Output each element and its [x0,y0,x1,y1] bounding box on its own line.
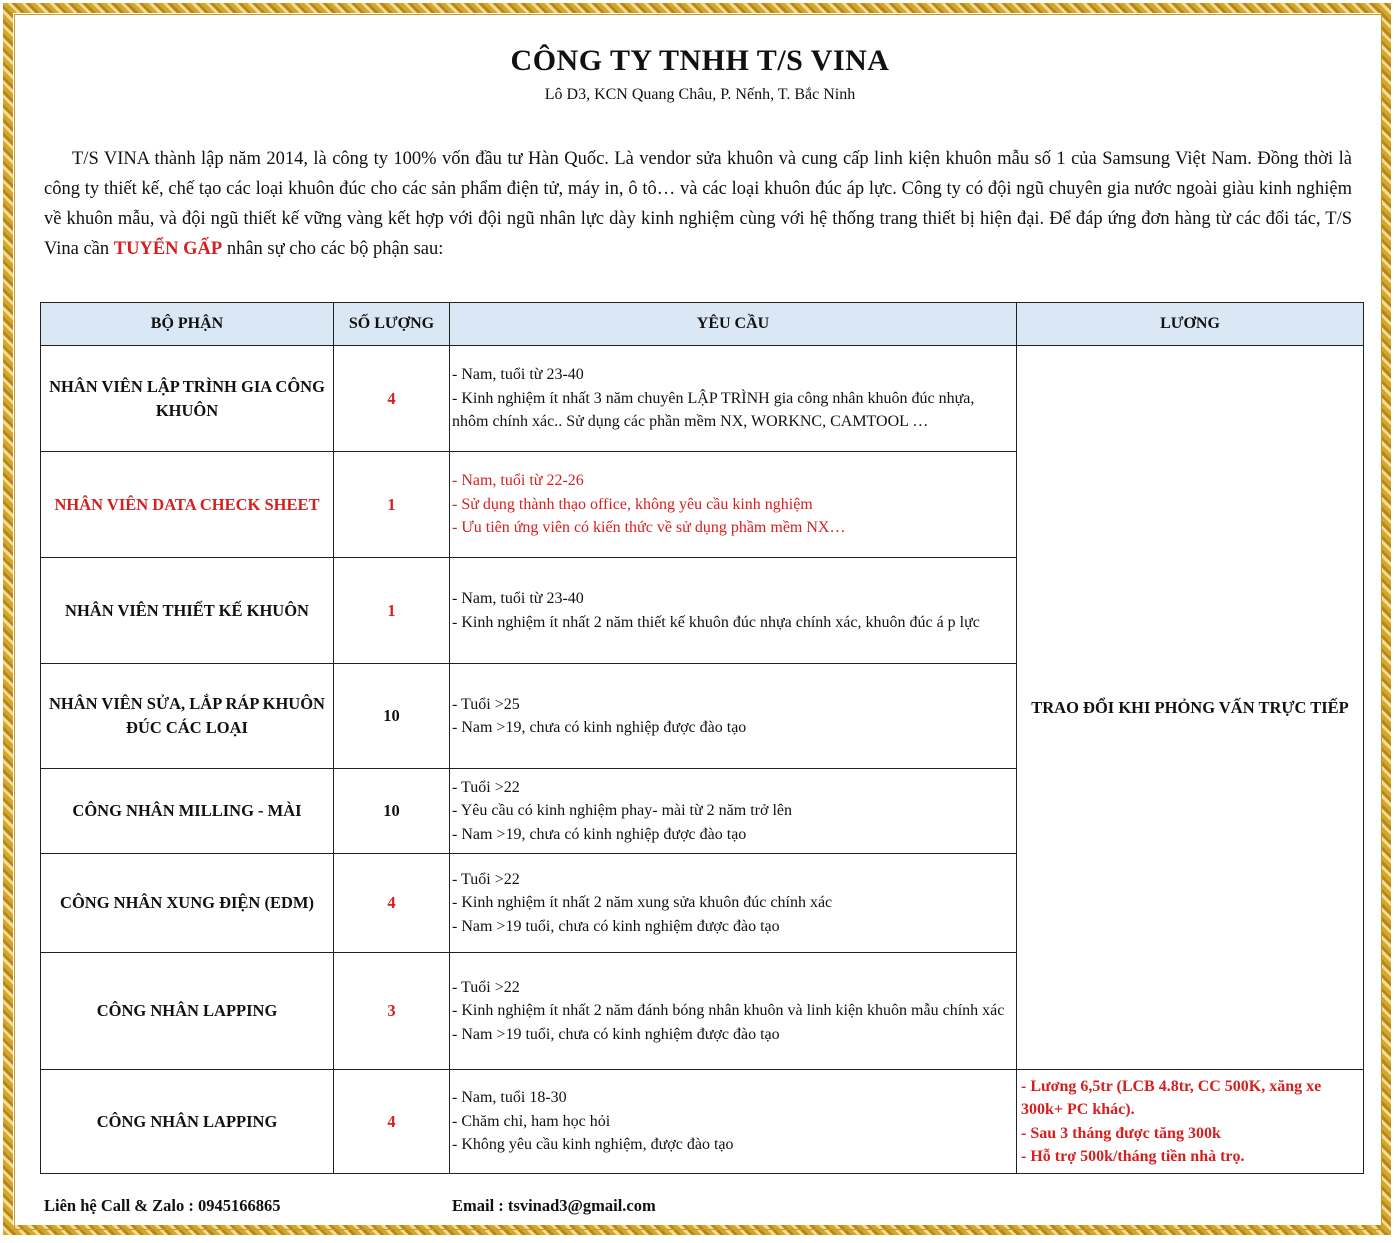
company-name: CÔNG TY TNHH T/S VINA [510,44,890,77]
req-line: - Nam >19 tuổi, chưa có kinh nghiệm được đào tạo [452,917,780,935]
req-line: - Nam >19, chưa có kinh nghiệp được đào tạo [452,719,747,736]
salary-last-cell [1017,1070,1364,1174]
req-line: - Chăm chỉ, ham học hỏi [452,1112,611,1130]
qty-cell: 10 [334,769,450,854]
req-line: - Kinh nghiệm ít nhất 2 năm đánh bóng nhân khuôn và linh kiện khuôn mẫu chính xác [452,1002,1005,1020]
dept-cell: CÔNG NHÂN XUNG ĐIỆN (EDM) [41,854,334,953]
qty-cell: 4 [334,854,450,953]
req-line: - Ưu tiên ứng viên có kiến thức về sử dụng phầm mềm NX… [452,519,846,537]
req-cell [450,953,1017,1070]
salary-line: - Hỗ trợ 500k/tháng tiền nhà trọ. [1021,1148,1245,1165]
table-header-row [41,303,1364,346]
salary-line: - Lương 6,5tr (LCB 4.8tr, CC 500K, xăng xe 300k+ PC khác). [1021,1077,1322,1118]
qty-cell: 1 [334,452,450,558]
jobs-table [40,302,1364,1174]
req-line: - Yêu cầu có kinh nghiệm phay- mài từ 2 năm trở lên [452,802,792,820]
header-dept: BỘ PHẬN [41,303,334,346]
dept-cell: CÔNG NHÂN LAPPING [41,1070,334,1174]
req-line: - Nam, tuổi 18-30 [452,1089,567,1107]
req-line: - Tuổi >22 [452,778,520,796]
table-row [41,1070,1364,1174]
urgent-highlight: TUYỂN GẤP [113,239,223,259]
salary-line: - Sau 3 tháng được tăng 300k [1021,1124,1221,1142]
dept-cell: CÔNG NHÂN MILLING - MÀI [41,769,334,854]
contact-phone: Liên hệ Call & Zalo : 0945166865 [44,1196,281,1215]
req-line: - Nam, tuổi từ 22-26 [452,472,584,490]
header-req: YÊU CẦU [450,303,1017,346]
contact-email: Email : tsvinad3@gmail.com [452,1196,656,1215]
salary-shared-cell: TRAO ĐỔI KHI PHỎNG VẤN TRỰC TIẾP [1017,346,1364,1070]
req-cell [450,452,1017,558]
dept-cell: NHÂN VIÊN THIẾT KẾ KHUÔN [41,558,334,664]
qty-cell: 1 [334,558,450,664]
req-cell [450,769,1017,854]
req-line: - Nam, tuổi từ 23-40 [452,590,584,607]
company-address: Lô D3, KCN Quang Châu, P. Nếnh, T. Bắc Ninh [544,86,856,103]
req-cell [450,346,1017,452]
req-cell [450,664,1017,769]
req-cell [450,558,1017,664]
req-line: - Tuổi >22 [452,978,520,996]
req-line: - Sử dụng thành thạo office, không yêu cầu kinh nghiệm [452,495,813,513]
req-line: - Kinh nghiệm ít nhất 3 năm chuyên LẬP TRÌNH gia công nhân khuôn đúc nhựa, nhôm chính xác.. Sử dụng các phần mềm NX, WORKNC, CAMTOOL … [452,389,975,431]
req-line: - Kinh nghiệm ít nhất 2 năm thiết kế khuôn đúc nhựa chính xác, khuôn đúc á p lực [452,613,980,631]
dept-cell: NHÂN VIÊN LẬP TRÌNH GIA CÔNG KHUÔN [41,346,334,452]
header-salary: LƯƠNG [1017,303,1364,346]
req-line: - Không yêu cầu kinh nghiệm, được đào tạo [452,1136,734,1154]
intro-text: T/S VINA thành lập năm 2014, là công ty 100% vốn đầu tư Hàn Quốc. Là vendor sửa khuôn và cung cấp linh kiện khuôn mẫu số 1 của Samsung Việt Nam. Đồng thời là công ty thiết kế, chế tạo các loại khuôn đúc cho các sản phẩm điện tử, máy in, ô tô… và các loại khuôn đúc áp lực. Công ty có đội ngũ chuyên gia nước ngoài giàu kinh nghiệm về khuôn mẫu, và đội ngũ thiết kế vững vàng kết hợp với đội ngũ nhân lực dày kinh nghiệm cùng với hệ thống trang thiết bị hiện đại. Để đáp ứng đơn hàng từ các đối tác, T/S Vina cần [44,149,1352,259]
header-qty: SỐ LƯỢNG [334,303,450,346]
req-cell [450,1070,1017,1174]
req-line: - Tuổi >22 [452,870,520,888]
req-line: - Kinh nghiệm ít nhất 2 năm xung sửa khuôn đúc chính xác [452,894,833,912]
dept-cell: NHÂN VIÊN SỬA, LẮP RÁP KHUÔN ĐÚC CÁC LOẠI [41,664,334,769]
req-line: - Nam >19 tuổi, chưa có kinh nghiệm được đào tạo [452,1025,780,1043]
dept-cell: CÔNG NHÂN LAPPING [41,953,334,1070]
qty-cell: 3 [334,953,450,1070]
req-line: - Nam, tuổi từ 23-40 [452,366,584,384]
intro-text-end: nhân sự cho các bộ phận sau: [222,239,444,259]
req-cell [450,854,1017,953]
qty-cell: 10 [334,664,450,769]
qty-cell: 4 [334,346,450,452]
qty-cell: 4 [334,1070,450,1174]
req-line: - Tuổi >25 [452,695,520,713]
req-line: - Nam >19, chưa có kinh nghiệp được đào tạo [452,825,747,843]
intro-paragraph [44,144,1352,264]
table-row [41,346,1364,452]
dept-cell: NHÂN VIÊN DATA CHECK SHEET [41,452,334,558]
